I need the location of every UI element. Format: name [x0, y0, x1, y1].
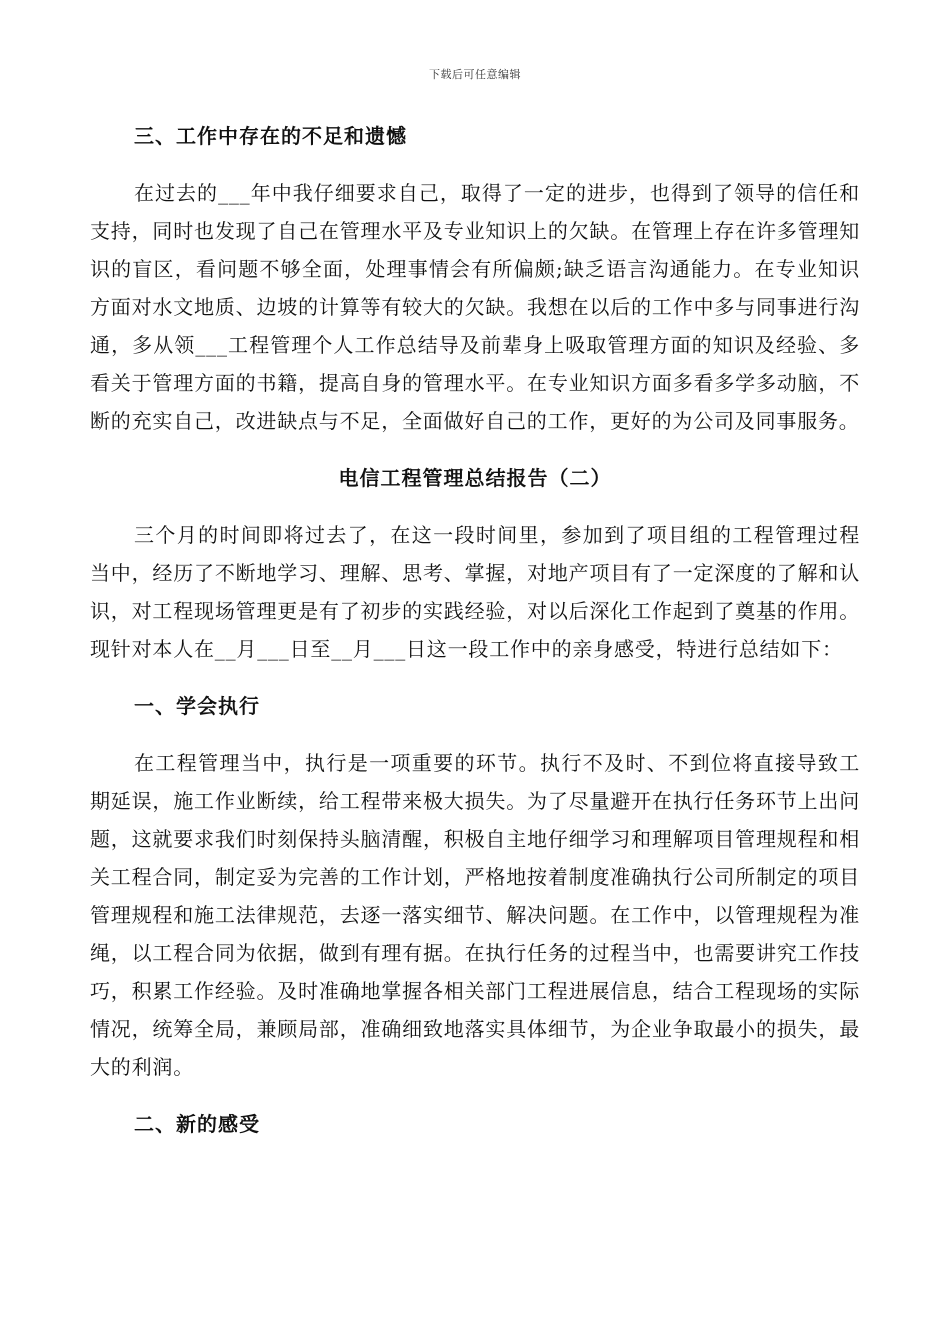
section-heading-execution: 一、学会执行	[134, 694, 260, 718]
section-heading-new-feelings: 二、新的感受	[134, 1112, 260, 1136]
paragraph-execution: 在工程管理当中，执行是一项重要的环节。执行不及时、不到位将直接导致工期延误，施工作业断续，给工程带来极大损失。为了尽量避开在执行任务环节上出问题，这就要求我们时刻保持头脑清醒，积极自主地仔细学习和理解项目管理规程和相关工程合同，制定妥为完善的工作计划，严格地按着制度准确执行公司所制定的项目管理规程和施工法律规范，去逐一落实细节、解决问题。在工作中，以管理规程为准绳，以工程合同为依据，做到有理有据。在执行任务的过程当中，也需要讲究工作技巧，积累工作经验。及时准确地掌握各相关部门工程进展信息，结合工程现场的实际情况，统筹全局，兼顾局部，准确细致地落实具体细节，为企业争取最小的损失，最大的利润。	[90, 751, 860, 1079]
report-title: 电信工程管理总结报告（二）	[338, 466, 612, 490]
document-body	[90, 118, 860, 1162]
paragraph-shortcomings: 在过去的___年中我仔细要求自己，取得了一定的进步，也得到了领导的信任和支持，同时也发现了自己在管理水平及专业知识上的欠缺。在管理上存在许多管理知识的盲区，看问题不够全面，处理事情会有所偏颇;缺乏语言沟通能力。在专业知识方面对水文地质、边坡的计算等有较大的欠缺。我想在以后的工作中多与同事进行沟通，多从领___工程管理个人工作总结导及前辈身上吸取管理方面的知识及经验、多看关于管理方面的书籍，提高自身的管理水平。在专业知识方面多看多学多动脑，不断的充实自己，改进缺点与不足，全面做好自己的工作，更好的为公司及同事服务。	[90, 181, 860, 433]
paragraph-intro: 三个月的时间即将过去了，在这一段时间里，参加到了项目组的工程管理过程当中，经历了不断地学习、理解、思考、掌握，对地产项目有了一定深度的了解和认识，对工程现场管理更是有了初步的实践经验，对以后深化工作起到了奠基的作用。现针对本人在__月___日至__月___日这一段工作中的亲身感受，特进行总结如下：	[90, 523, 860, 661]
section-heading-shortcomings: 三、工作中存在的不足和遗憾	[134, 124, 407, 148]
header-note: 下载后可任意编辑	[429, 68, 521, 81]
